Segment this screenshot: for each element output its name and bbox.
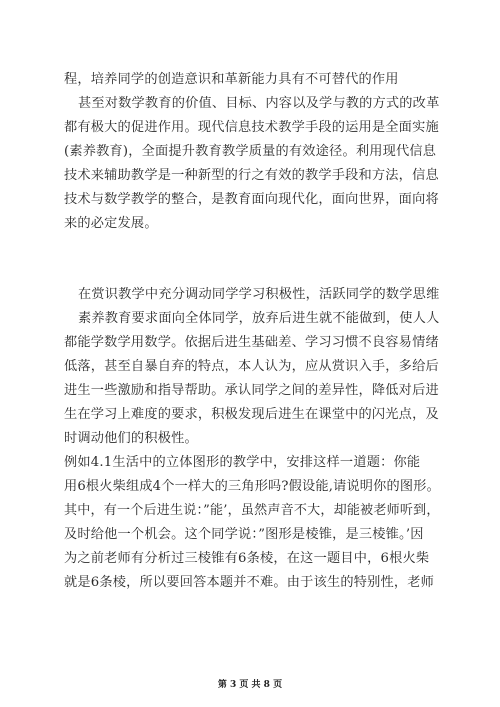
text-line: 进生一些激励和指导帮助。承认同学之间的差异性，降低对后进 bbox=[64, 383, 439, 398]
text-line: 及时给他一个机会。这个同学说：”图形是棱锥，是三棱锥。’因 bbox=[64, 527, 424, 542]
text-line: 技术与数学教学的整合，是教育面向现代化，面向世界，面向将 bbox=[64, 192, 439, 207]
text-line: 时调动他们的积极性。 bbox=[64, 431, 198, 446]
text-line: 生在学习上难度的要求，积极发现后进生在课堂中的闪光点，及 bbox=[64, 407, 439, 422]
text-line: 程，培养同学的创造意识和革新能力具有不可替代的作用 bbox=[64, 72, 399, 87]
text-line: 都有极大的促进作用。现代信息技术教学手段的运用是全面实施 bbox=[64, 120, 439, 135]
text-line: 来的必定发展。 bbox=[64, 216, 158, 231]
text-line: 甚至对数学教育的价值、目标、内容以及学与教的方式的改革 bbox=[78, 96, 440, 111]
text-line: 低落，甚至自暴自弃的特点，本人认为，应从赏识入手，多给后 bbox=[64, 359, 439, 374]
text-line: 都能学数学用数学。依据后进生基础差、学习习惯不良容易情绪 bbox=[64, 335, 439, 350]
text-line: 例如4.1生活中的立体图形的教学中，安排这样一道题：你能 bbox=[64, 455, 421, 470]
text-line: 素养教育要求面向全体同学，放弃后进生就不能做到，使人人 bbox=[78, 311, 440, 326]
text-line: 在赏识教学中充分调动同学学习积极性，活跃同学的数学思维 bbox=[78, 287, 440, 302]
text-line: 其中，有一个后进生说：”能’，虽然声音不大，却能被老师听到， bbox=[64, 503, 440, 518]
text-line: (素养教育)，全面提升教育教学质量的有效途径。利用现代信息 bbox=[64, 144, 437, 159]
text-line: 就是6条棱，所以要回答本题并不难。由于该生的特别性，老师 bbox=[64, 575, 435, 590]
text-line: 用6根火柴组成4个一样大的三角形吗?假设能,请说明你的图形。 bbox=[64, 479, 440, 494]
text-line: 技术来辅助教学是一种新型的行之有效的教学手段和方法，信息 bbox=[64, 168, 439, 183]
text-line: 为之前老师有分析过三棱锥有6条棱，在这一题目中，6根火柴 bbox=[64, 551, 430, 566]
page-number-footer: 第 3 页 共 8 页 bbox=[217, 680, 283, 690]
